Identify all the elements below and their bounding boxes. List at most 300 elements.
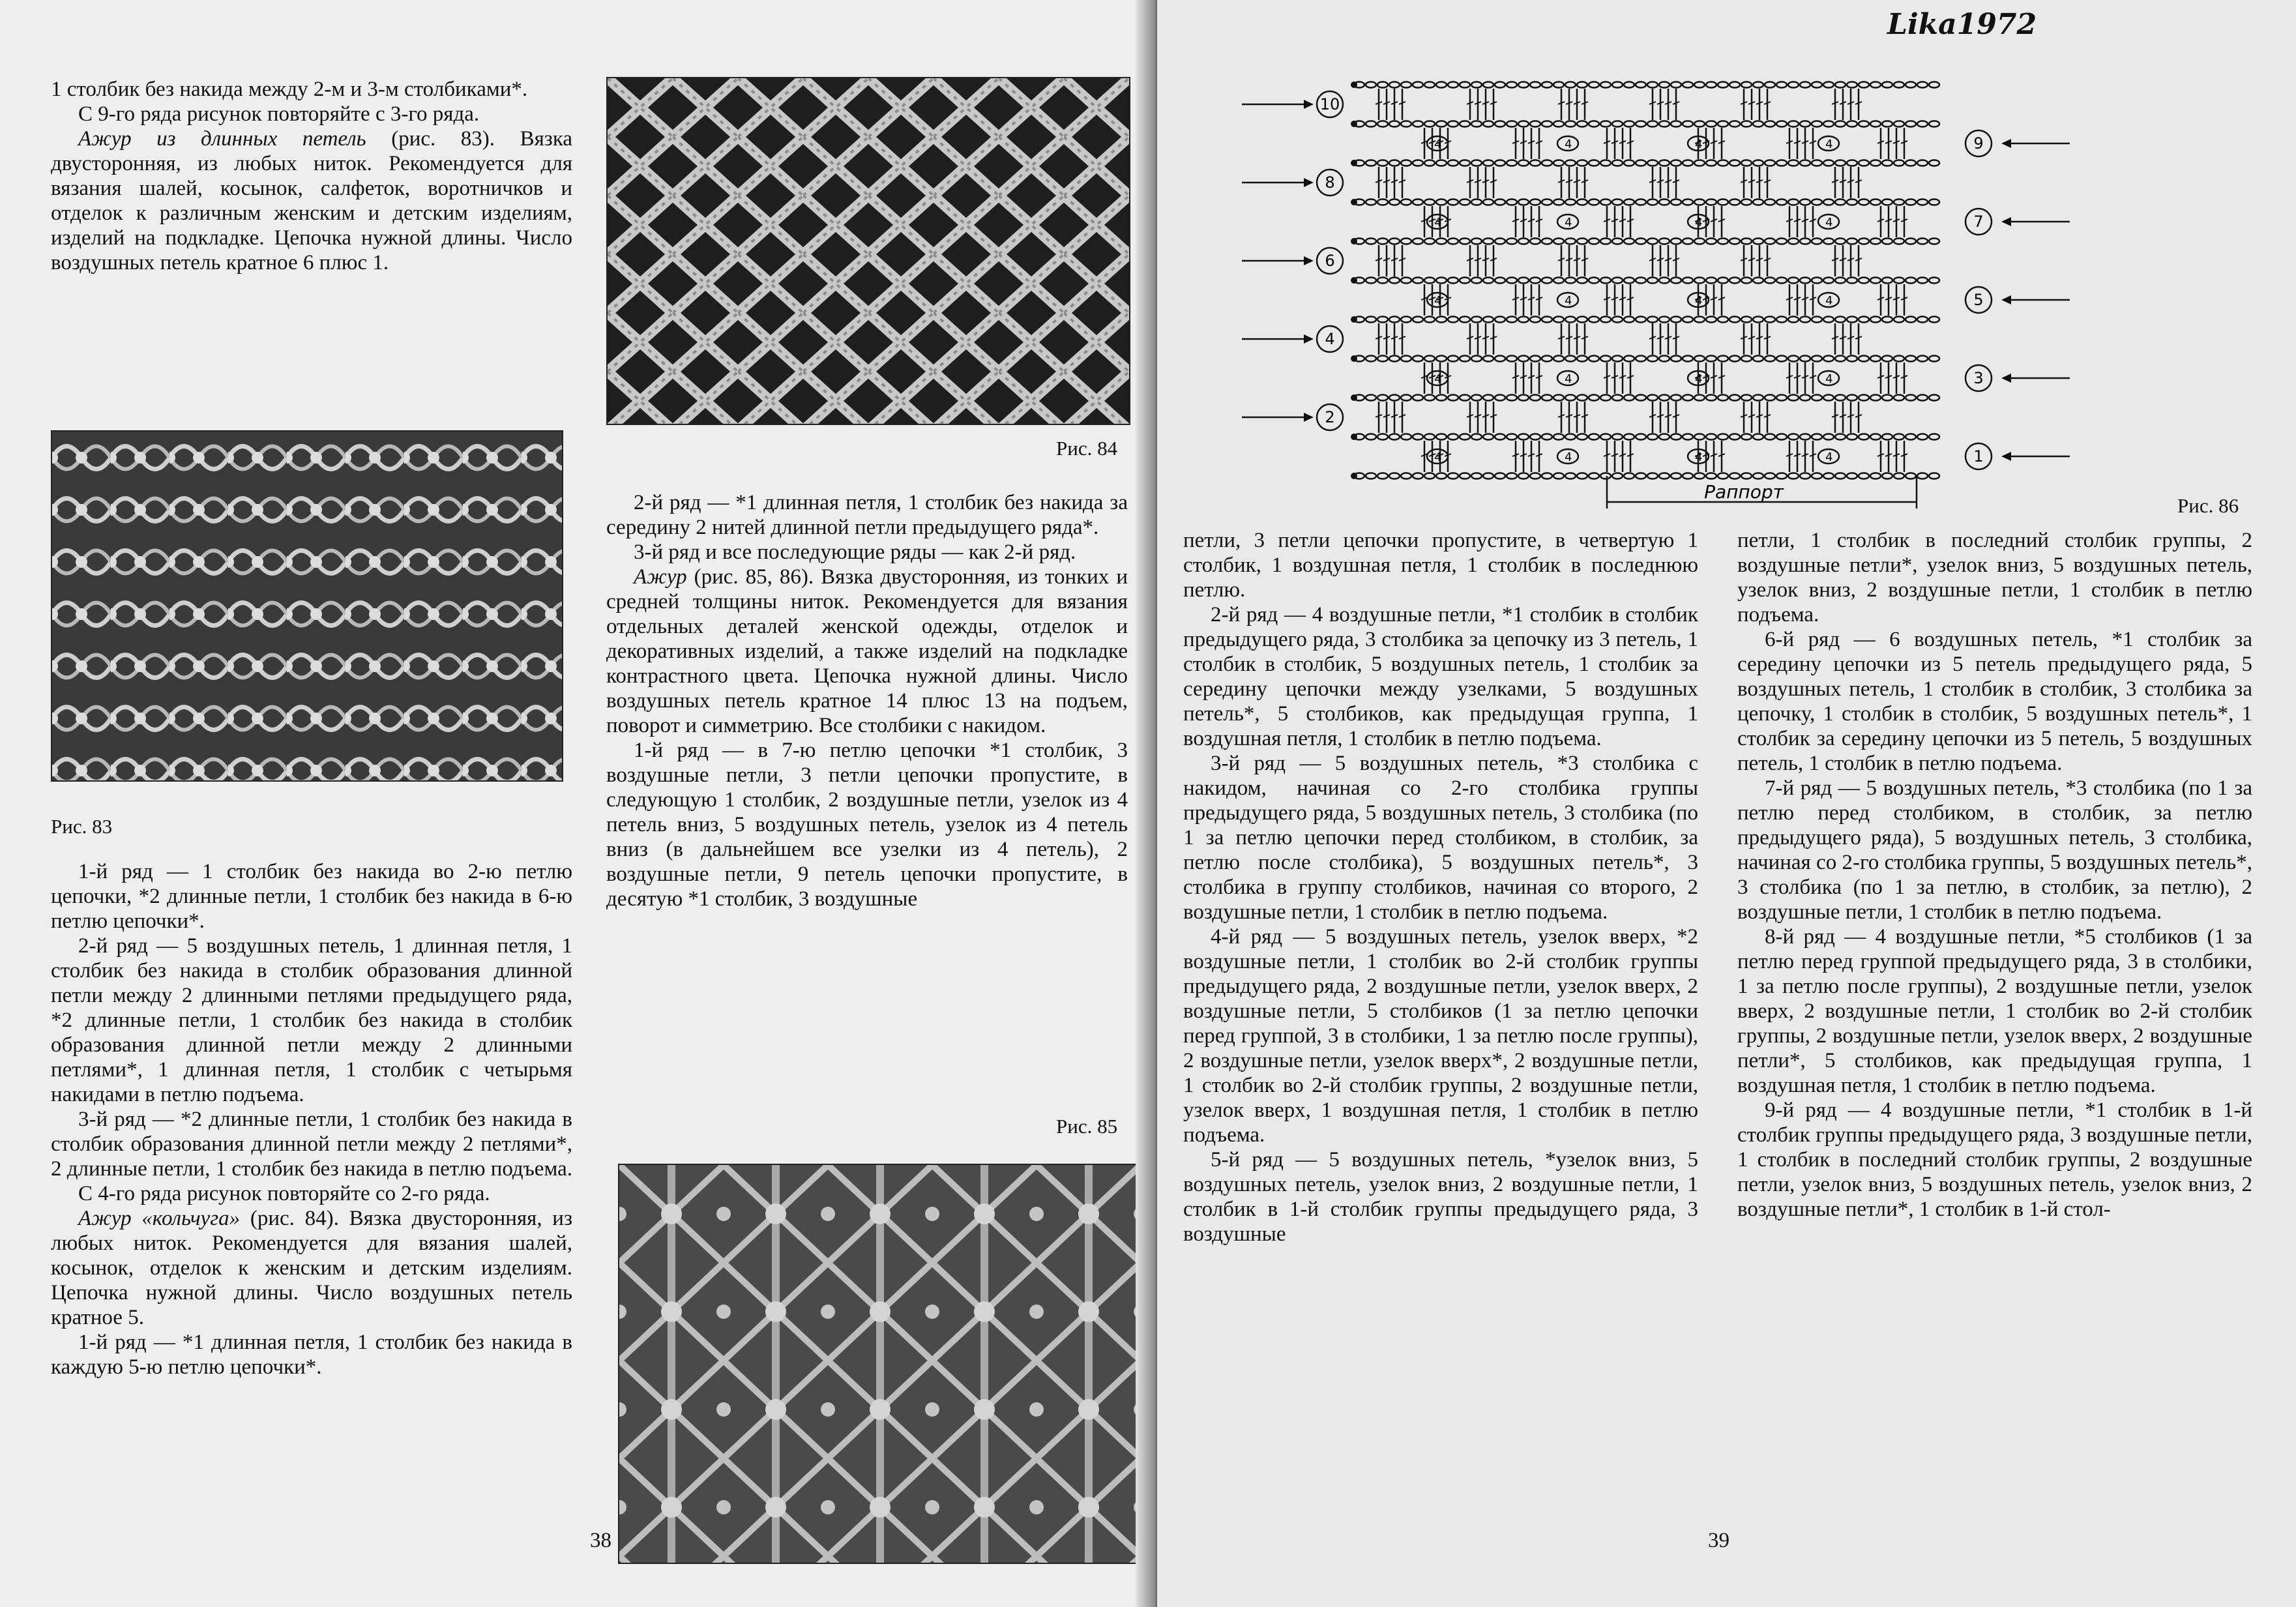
chain-stitch [1729,160,1740,166]
chain-stitch [1542,434,1552,440]
chain-stitch [1424,434,1435,440]
chain-stitch [1612,160,1623,166]
chain-row [1354,82,1939,88]
chain-stitch [1776,239,1787,244]
figure-86-caption: Рис. 86 [2177,494,2239,517]
chain-stitch [1542,199,1552,205]
chain-stitch [1659,356,1670,362]
chain-stitch [1624,199,1634,205]
chain-stitch [1577,199,1587,205]
chain-stitch [1401,356,1411,362]
chain-stitch [1894,356,1904,362]
chain-stitch [1776,82,1787,88]
chain-stitch [1812,82,1822,88]
chain-stitch [1671,121,1681,127]
chain-stitch [1413,473,1423,479]
chain-stitch [1589,356,1599,362]
chain-stitch [1929,121,1939,127]
chain-stitch [1389,239,1400,244]
chain-stitch [1753,278,1763,284]
chain-stitch [1788,199,1799,205]
chain-stitch [1753,160,1763,166]
chain-stitch [1812,121,1822,127]
chain-stitch [1741,278,1752,284]
chain-stitch [1894,239,1904,244]
chain-stitch [1542,239,1552,244]
chain-stitch [1553,239,1564,244]
knot-label: 4 [1434,294,1442,308]
edge-dot [1351,277,1357,284]
chain-stitch [1929,473,1939,479]
chain-stitch [1600,317,1611,323]
chain-stitch [1683,473,1693,479]
chain-stitch [1812,239,1822,244]
chain-stitch [1753,239,1763,244]
chain-stitch [1436,473,1447,479]
chain-stitch [1906,434,1916,440]
chain-stitch [1565,239,1576,244]
knot-label: 4 [1825,138,1833,151]
chain-stitch [1436,239,1447,244]
chain-stitch [1436,395,1447,401]
chain-stitch [1577,395,1587,401]
chain-stitch [1565,121,1576,127]
chain-stitch [1436,278,1447,284]
chain-stitch [1741,121,1752,127]
chain-stitch [1812,317,1822,323]
chain-stitch [1894,121,1904,127]
chain-stitch [1565,278,1576,284]
chain-stitch [1706,395,1716,401]
chain-stitch [1413,82,1423,88]
chain-stitch [1706,356,1716,362]
row-number-left: 2 [1325,408,1335,426]
chain-stitch [1859,317,1869,323]
chain-stitch [1424,356,1435,362]
chain-stitch [1671,356,1681,362]
chain-stitch [1448,434,1458,440]
chain-stitch [1577,434,1587,440]
chain-stitch [1577,473,1587,479]
chain-stitch [1448,473,1458,479]
chain-stitch [1694,473,1705,479]
chain-stitch [1448,199,1458,205]
chain-stitch [1917,199,1928,205]
chain-stitch [1694,317,1705,323]
chain-stitch [1377,278,1388,284]
paragraph: 8-й ряд — 4 воздушные петли, *5 столбиков (1 за петлю перед группой предыдущего ряда, 3 в столбики, 1 за петлю после группы), 2 воздушные петли, узелок вверх, 2 воздушные петли, 1 столбик во 2-й столбик группы, 2 воздушные петли, узелок вверх, 2 воздушные петли*, 5 столбиков, как предыдущая группа, 1 воздушная петля, 1 столбик в петлю подъема. [1737,925,2252,1097]
chart-rows [1351,81,1939,479]
chain-stitch [1589,160,1599,166]
chain-stitch [1659,121,1670,127]
chain-stitch [1413,434,1423,440]
chain-stitch [1413,239,1423,244]
chain-row [1354,434,1939,440]
chain-row [1354,121,1939,127]
chain-stitch [1776,395,1787,401]
chain-stitch [1765,239,1775,244]
chain-stitch [1647,199,1658,205]
chain-stitch [1683,121,1693,127]
chain-stitch [1413,199,1423,205]
italic-heading: Ажур «кольчуга» [78,1207,241,1230]
chain-stitch [1753,199,1763,205]
chain-stitch [1788,160,1799,166]
chain-stitch [1565,317,1576,323]
chain-stitch [1366,82,1376,88]
chain-stitch [1929,278,1939,284]
chain-stitch [1577,278,1587,284]
chain-stitch [1729,199,1740,205]
chain-stitch [1870,160,1881,166]
knot-label: 4 [1825,372,1833,386]
chain-stitch [1401,395,1411,401]
chain-stitch [1636,278,1646,284]
paragraph [606,565,1128,738]
chain-stitch [1413,278,1423,284]
chain-stitch [1401,160,1411,166]
chain-stitch [1389,121,1400,127]
chain-stitch [1823,160,1834,166]
chain-stitch [1518,395,1529,401]
chain-stitch [1917,473,1928,479]
chain-stitch [1753,317,1763,323]
chain-stitch [1894,317,1904,323]
chain-stitch [1671,278,1681,284]
chain-stitch [1894,395,1904,401]
row-number-right: 1 [1973,447,1984,465]
chain-stitch [1530,395,1540,401]
chain-stitch [1765,160,1775,166]
chain-stitch [1495,278,1505,284]
chain-stitch [1859,239,1869,244]
chain-stitch [1800,356,1810,362]
chain-stitch [1413,356,1423,362]
chain-stitch [1671,239,1681,244]
chain-stitch [1448,317,1458,323]
chain-stitch [1882,395,1892,401]
chain-stitch [1600,356,1611,362]
chain-stitch [1377,473,1388,479]
chain-stitch [1788,356,1799,362]
chain-stitch [1917,278,1928,284]
chain-stitch [1718,239,1728,244]
paragraph: 5-й ряд — 5 воздушных петель, *узелок вниз, 5 воздушных петель, узелок вниз, 2 воздушные петли, 1 столбик в 1-й столбик группы предыдущего ряда, 3 воздушные [1183,1148,1698,1246]
chain-stitch [1507,160,1517,166]
arrowhead-icon [2001,139,2011,148]
chain-stitch [1753,434,1763,440]
chain-stitch [1835,121,1846,127]
chain-stitch [1530,473,1540,479]
chain-stitch [1741,473,1752,479]
chain-stitch [1741,239,1752,244]
chain-stitch [1882,82,1892,88]
chain-stitch [1729,473,1740,479]
chain-stitch [1870,395,1881,401]
chain-stitch [1366,121,1376,127]
chain-stitch [1448,160,1458,166]
chain-stitch [1495,317,1505,323]
chain-stitch [1894,473,1904,479]
chain-row [1354,317,1939,323]
chain-stitch [1753,356,1763,362]
chain-stitch [1859,434,1869,440]
chain-stitch [1401,434,1411,440]
chain-stitch [1776,473,1787,479]
chain-stitch [1882,473,1892,479]
chain-stitch [1847,473,1857,479]
chain-stitch [1647,395,1658,401]
chain-stitch [1683,199,1693,205]
chain-stitch [1483,121,1494,127]
chain-stitch [1776,278,1787,284]
chain-stitch [1565,82,1576,88]
chain-stitch [1788,121,1799,127]
chain-stitch [1835,317,1846,323]
paragraph: 4-й ряд — 5 воздушных петель, узелок вверх, *2 воздушные петли, 1 столбик во 2-й столбик группы предыдущего ряда, 2 воздушные петли, узелок вверх, 2 воздушные петли, 5 столбиков (1 за петлю цепочки перед группой, 3 в столбики, 1 за петлю после группы), 2 воздушные петли, узелок вверх*, 2 воздушные петли, 1 столбик во 2-й столбик группы, 2 воздушные петли, узелок вверх, 1 воздушная петля, 1 столбик в петлю подъема. [1183,925,1698,1147]
chain-stitch [1436,356,1447,362]
knot-label: 4 [1565,450,1572,464]
chain-stitch [1507,317,1517,323]
chain-stitch [1800,82,1810,88]
chain-stitch [1389,317,1400,323]
chain-stitch [1870,199,1881,205]
knot-label: 4 [1434,372,1442,386]
chain-stitch [1906,395,1916,401]
chain-stitch [1917,121,1928,127]
chain-stitch [1460,434,1470,440]
chain-stitch [1659,317,1670,323]
chain-stitch [1859,82,1869,88]
chain-stitch [1507,239,1517,244]
chain-stitch [1483,278,1494,284]
paragraph: петли, 1 столбик в последний столбик группы, 2 воздушные петли*, узелок вниз, 5 воздушных петель, узелок вниз, 2 воздушные петли, 1 столбик в петлю подъема. [1737,529,2252,627]
edge-dot [1351,316,1357,323]
chain-stitch [1448,121,1458,127]
chain-stitch [1377,356,1388,362]
chain-stitch [1823,199,1834,205]
chain-stitch [1448,395,1458,401]
row-number-left: 4 [1325,330,1335,348]
paragraph: 2-й ряд — 5 воздушных петель, 1 длинная петля, 1 столбик без накида в столбик образования длинной петли между 2 длинными петлями предыдущего ряда, *2 длинные петли, 1 столбик без накида в столбик образования длинной петли между 2 длинными петлями*, 1 длинная петля, 1 столбик с четырьмя накидами в петлю подъема. [51,934,572,1106]
chain-stitch [1882,239,1892,244]
chain-stitch [1917,239,1928,244]
figure-86-diagram [1242,62,2102,531]
chain-stitch [1424,395,1435,401]
chain-stitch [1565,395,1576,401]
chain-stitch [1366,356,1376,362]
chain-stitch [1800,317,1810,323]
chain-stitch [1565,434,1576,440]
chain-stitch [1518,82,1529,88]
chain-stitch [1612,395,1623,401]
watermark: Lika1972 [1887,8,2037,41]
chain-stitch [1389,473,1400,479]
left-column-1-bottom [51,859,572,1379]
knot-label: 4 [1695,138,1703,151]
chain-row [1354,473,1939,479]
chain-stitch [1589,239,1599,244]
chain-stitch [1507,434,1517,440]
chain-stitch [1847,278,1857,284]
chain-stitch [1718,434,1728,440]
chain-stitch [1800,395,1810,401]
chain-stitch [1589,473,1599,479]
chain-stitch [1765,82,1775,88]
chain-stitch [1389,434,1400,440]
chain-stitch [1894,434,1904,440]
figure-85-caption: Рис. 85 [1056,1115,1118,1138]
chain-stitch [1401,473,1411,479]
chain-stitch [1589,278,1599,284]
chain-stitch [1507,199,1517,205]
chain-stitch [1847,317,1857,323]
chain-stitch [1636,317,1646,323]
chain-stitch [1812,199,1822,205]
chain-stitch [1624,239,1634,244]
italic-heading: Ажур из длинных петель [78,127,366,151]
chain-stitch [1765,473,1775,479]
lace-pattern-openwork [619,1165,1141,1563]
chain-stitch [1436,434,1447,440]
chain-stitch [1589,82,1599,88]
figure-83-caption: Рис. 83 [51,815,113,838]
chain-stitch [1753,82,1763,88]
chain-stitch [1812,473,1822,479]
chain-stitch [1812,395,1822,401]
chain-stitch [1542,278,1552,284]
chain-row [1354,160,1939,166]
chain-stitch [1671,434,1681,440]
chain-stitch [1718,395,1728,401]
chain-stitch [1471,473,1482,479]
chain-stitch [1917,82,1928,88]
paragraph: 7-й ряд — 5 воздушных петель, *3 столбика (по 1 за петлю перед столбиком, в столбик, за петлю предыдущего ряда), 5 воздушных петель, 3 столбика, начиная со 2-го столбика группы, 5 воздушных петель*, 3 столбика (по 1 за петлю, в столбик, за петлю), 2 воздушные петли, 1 столбик в петлю подъема. [1737,776,2252,924]
chain-stitch [1800,160,1810,166]
chain-stitch [1518,239,1529,244]
chain-stitch [1413,121,1423,127]
chain-stitch [1389,160,1400,166]
chain-stitch [1694,434,1705,440]
chain-stitch [1377,121,1388,127]
chain-stitch [1624,356,1634,362]
chain-stitch [1542,356,1552,362]
chain-stitch [1906,239,1916,244]
chain-stitch [1835,434,1846,440]
chain-stitch [1542,395,1552,401]
chain-stitch [1377,434,1388,440]
chain-stitch [1882,121,1892,127]
arrowhead-icon [1304,100,1314,109]
chain-stitch [1800,473,1810,479]
chain-stitch [1600,199,1611,205]
chain-stitch [1847,82,1857,88]
knot-label: 4 [1695,294,1703,308]
chain-stitch [1741,82,1752,88]
chain-stitch [1401,121,1411,127]
chain-stitch [1636,239,1646,244]
chain-stitch [1870,317,1881,323]
chain-stitch [1483,82,1494,88]
row-number-right: 7 [1973,213,1984,231]
paragraph: С 4-го ряда рисунок повторяйте со 2-го ряда. [78,1182,490,1205]
figure-84-photo [606,77,1130,425]
knot-label: 4 [1565,294,1572,308]
chain-stitch [1647,356,1658,362]
arrowhead-icon [1304,413,1314,422]
chain-stitch [1776,356,1787,362]
chain-stitch [1929,356,1939,362]
chain-stitch [1917,356,1928,362]
chain-stitch [1589,395,1599,401]
chain-stitch [1729,434,1740,440]
chain-stitch [1600,395,1611,401]
chain-stitch [1600,434,1611,440]
chain-stitch [1495,160,1505,166]
chain-stitch [1647,317,1658,323]
right-column-2 [1737,528,2252,1222]
chain-stitch [1495,473,1505,479]
lace-pattern-long-loops [52,432,562,780]
chain-stitch [1518,278,1529,284]
chain-stitch [1589,121,1599,127]
chain-stitch [1389,395,1400,401]
chain-stitch [1706,434,1716,440]
chain-stitch [1659,160,1670,166]
chain-stitch [1483,434,1494,440]
chain-stitch [1589,317,1599,323]
chain-stitch [1471,278,1482,284]
chain-stitch [1882,317,1892,323]
chain-stitch [1729,82,1740,88]
chain-stitch [1577,239,1587,244]
paragraph: 1-й ряд — в 7-ю петлю цепочки *1 столбик, 3 воздушные петли, 3 петли цепочки пропустите, в следующую 1 столбик, 2 воздушные петли, узелок из 4 петель вниз, 5 воздушных петель, узелок из 4 петель вниз (в дальнейшем все узелки из 4 петель), 2 воздушные петли, 9 петель цепочки пропустите, в десятую *1 столбик, 3 воздушные [606,739,1128,911]
chain-stitch [1906,82,1916,88]
chain-stitch [1847,121,1857,127]
chain-stitch [1718,278,1728,284]
chain-stitch [1870,434,1881,440]
paragraph: 2-й ряд — 4 воздушные петли, *1 столбик в столбик предыдущего ряда, 3 столбика за цепочку из 3 петель, 1 столбик в столбик, 5 воздушных петель, 1 столбик за середину цепочки между узелками, 5 воздушных петель*, 5 столбиков, как предыдущая группа, 1 воздушная петля, 1 столбик в петлю подъема. [1183,603,1698,750]
chain-stitch [1612,82,1623,88]
chain-stitch [1823,356,1834,362]
chain-stitch [1823,239,1834,244]
right-page [1157,0,2296,1607]
chain-stitch [1460,473,1470,479]
chain-stitch [1636,434,1646,440]
chain-stitch [1589,199,1599,205]
chain-stitch [1859,278,1869,284]
arrowhead-icon [1304,256,1314,265]
knot-label: 4 [1434,450,1442,464]
chain-stitch [1659,473,1670,479]
chain-stitch [1694,199,1705,205]
chain-stitch [1424,82,1435,88]
chain-stitch [1847,395,1857,401]
chain-stitch [1741,395,1752,401]
chain-stitch [1530,356,1540,362]
chain-stitch [1788,395,1799,401]
chain-stitch [1741,199,1752,205]
paragraph [51,126,572,275]
chain-stitch [1401,199,1411,205]
chain-stitch [1847,356,1857,362]
chain-stitch [1694,356,1705,362]
chain-stitch [1929,317,1939,323]
chain-stitch [1706,199,1716,205]
edge-dot [1351,394,1357,401]
chain-stitch [1647,121,1658,127]
chain-stitch [1718,473,1728,479]
